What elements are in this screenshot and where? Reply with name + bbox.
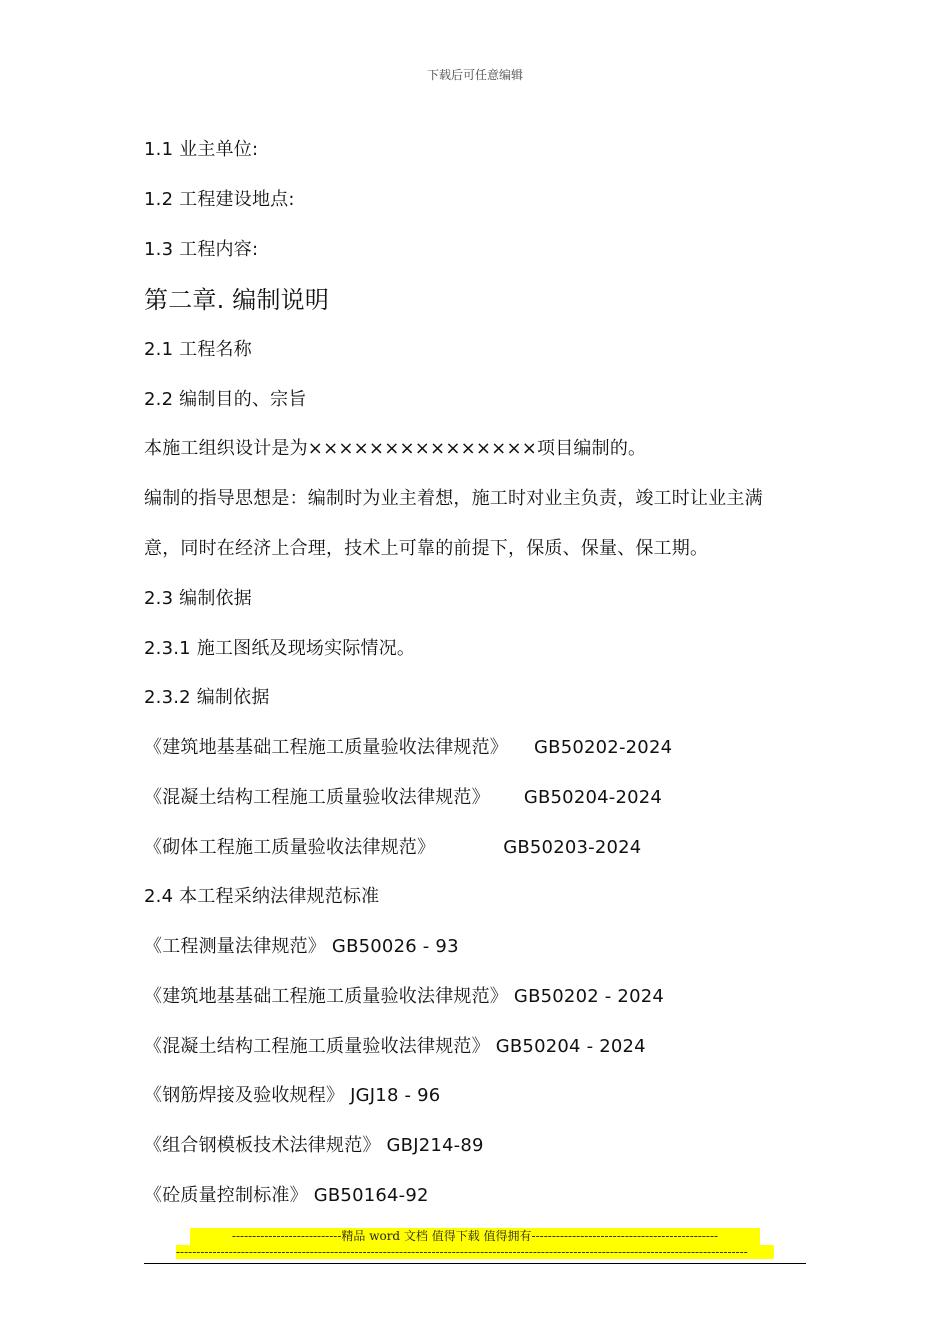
chapter-title: 第二章. 编制说明: [144, 286, 330, 314]
standard-row: [144, 786, 662, 810]
standard-code: GB50204-2024: [523, 787, 663, 808]
footer-dash-line: ---------------------------------------------------------------------------------------------------------------------------------------------: [176, 1245, 774, 1259]
paragraph-guiding-line-2: 意，同时在经济上合理，技术上可靠的前提下，保质、保量、保工期。: [144, 538, 709, 559]
subsection-basis: 2.3.2 编制依据: [144, 687, 270, 708]
footer-banner: ---------------------------精品 word 文档 值得下载 值得拥有----------------------------------------------: [190, 1228, 760, 1245]
paragraph-guiding-line-1: 编制的指导思想是：编制时为业主着想，施工时对业主负责，竣工时让业主满: [144, 488, 763, 509]
section-purpose: 2.2 编制目的、宗旨: [144, 389, 307, 410]
page-header-note: 下载后可任意编辑: [426, 68, 523, 82]
reference-item: 《建筑地基基础工程施工质量验收法律规范》 GB50202 - 2024: [144, 986, 665, 1007]
paragraph-design-intro: 本施工组织设计是为×××××××××××××××项目编制的。: [144, 438, 647, 459]
reference-item: 《混凝土结构工程施工质量验收法律规范》 GB50204 - 2024: [144, 1036, 646, 1057]
page-footer: [0, 1228, 950, 1268]
item-construction-site: 1.2 工程建设地点:: [144, 189, 295, 210]
standard-name: 《砌体工程施工质量验收法律规范》: [144, 837, 436, 858]
reference-item: 《工程测量法律规范》 GB50026 - 93: [144, 936, 459, 957]
standard-code: GB50203-2024: [503, 837, 642, 858]
standard-code: GB50202-2024: [534, 737, 673, 758]
standard-row: [144, 736, 672, 760]
item-project-content: 1.3 工程内容:: [144, 239, 259, 260]
section-project-name: 2.1 工程名称: [144, 339, 252, 360]
section-basis: 2.3 编制依据: [144, 588, 252, 609]
reference-item: 《砼质量控制标准》 GB50164-92: [144, 1185, 429, 1206]
section-adopted-standards: 2.4 本工程采纳法律规范标准: [144, 886, 380, 907]
standard-name: 《建筑地基基础工程施工质量验收法律规范》: [144, 737, 508, 758]
item-owner-unit: 1.1 业主单位:: [144, 139, 259, 160]
reference-item: 《组合钢模板技术法律规范》 GBJ214-89: [144, 1135, 484, 1156]
reference-item: 《钢筋焊接及验收规程》 JGJ18 - 96: [144, 1085, 441, 1106]
standard-row: [144, 836, 641, 860]
subsection-drawings: 2.3.1 施工图纸及现场实际情况。: [144, 638, 416, 659]
footer-divider: [144, 1263, 806, 1264]
standard-name: 《混凝土结构工程施工质量验收法律规范》: [144, 787, 490, 808]
